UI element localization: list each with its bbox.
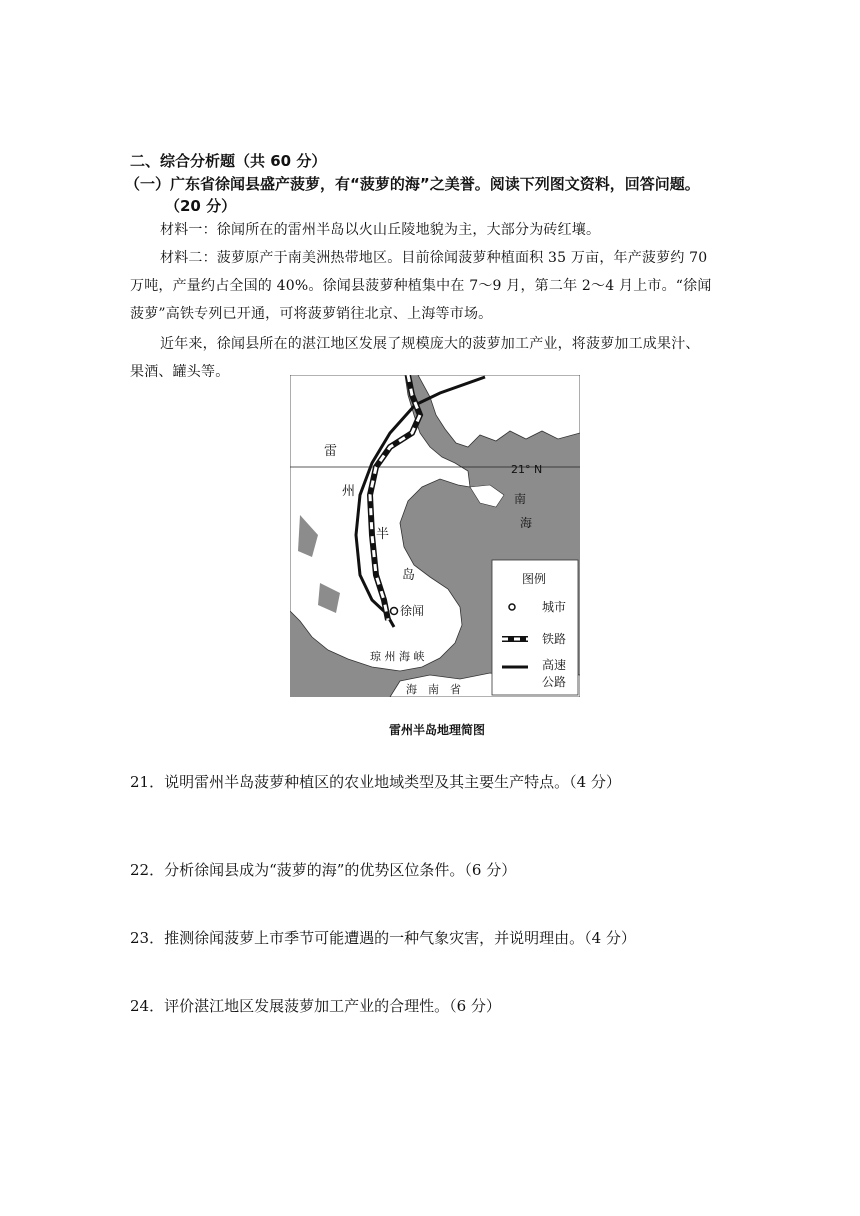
material-three-line2: 果酒、罐头等。	[130, 364, 230, 380]
question-24: 24．评价湛江地区发展菠萝加工产业的合理性。（6 分）	[130, 997, 501, 1015]
material-three-line1: 近年来，徐闻县所在的湛江地区发展了规模庞大的菠萝加工产业，将菠萝加工成果汁、	[160, 336, 700, 352]
legend-city-symbol	[509, 604, 515, 610]
legend-title: 图例	[522, 572, 547, 586]
section-title: 二、综合分析题（共 60 分）	[130, 152, 327, 170]
xuwen-city-marker	[391, 608, 398, 615]
material-two-line2: 万吨，产量约占全国的 40%。徐闻县菠萝种植集中在 7～9 月，第二年 2～4 月上市。“徐闻	[130, 278, 712, 294]
material-one: 材料一：徐闻所在的雷州半岛以火山丘陵地貌为主，大部分为砖红壤。	[160, 222, 601, 238]
question-23: 23．推测徐闻菠萝上市季节可能遭遇的一种气象灾害，并说明理由。（4 分）	[130, 929, 636, 947]
label-strait: 琼 州 海 峡	[370, 650, 425, 663]
label-latitude: 21° N	[511, 463, 543, 476]
legend-railway-label: 铁路	[542, 632, 567, 646]
label-ban: 半	[376, 527, 390, 542]
part-score: （20 分）	[165, 197, 237, 215]
legend-city-label: 城市	[542, 600, 567, 614]
part-title: （一）广东省徐闻县盛产菠萝，有“菠萝的海”之美誉。阅读下列图文资料，回答问题。	[125, 175, 700, 193]
label-hai: 海	[520, 516, 533, 530]
material-two-line3: 菠萝”高铁专列已开通，可将菠萝销往北京、上海等市场。	[130, 306, 493, 322]
question-22: 22．分析徐闻县成为“菠萝的海”的优势区位条件。（6 分）	[130, 861, 517, 879]
label-zhou: 州	[342, 484, 356, 499]
material-two-line1: 材料二：菠萝原产于南美洲热带地区。目前徐闻菠萝种植面积 35 万亩，年产菠萝约 70	[160, 250, 708, 266]
leizhou-peninsula-map	[290, 375, 580, 697]
question-21: 21．说明雷州半岛菠萝种植区的农业地域类型及其主要生产特点。（4 分）	[130, 773, 621, 791]
legend-highway-label2: 公路	[542, 675, 567, 689]
label-xuwen: 徐闻	[400, 604, 425, 618]
map-caption: 雷州半岛地理简图	[389, 723, 486, 737]
label-dao: 岛	[402, 568, 416, 583]
label-lei: 雷	[324, 444, 338, 459]
label-nan: 南	[514, 492, 527, 506]
legend-highway-label1: 高速	[542, 658, 567, 672]
label-hainan: 海 南 省	[406, 683, 461, 696]
